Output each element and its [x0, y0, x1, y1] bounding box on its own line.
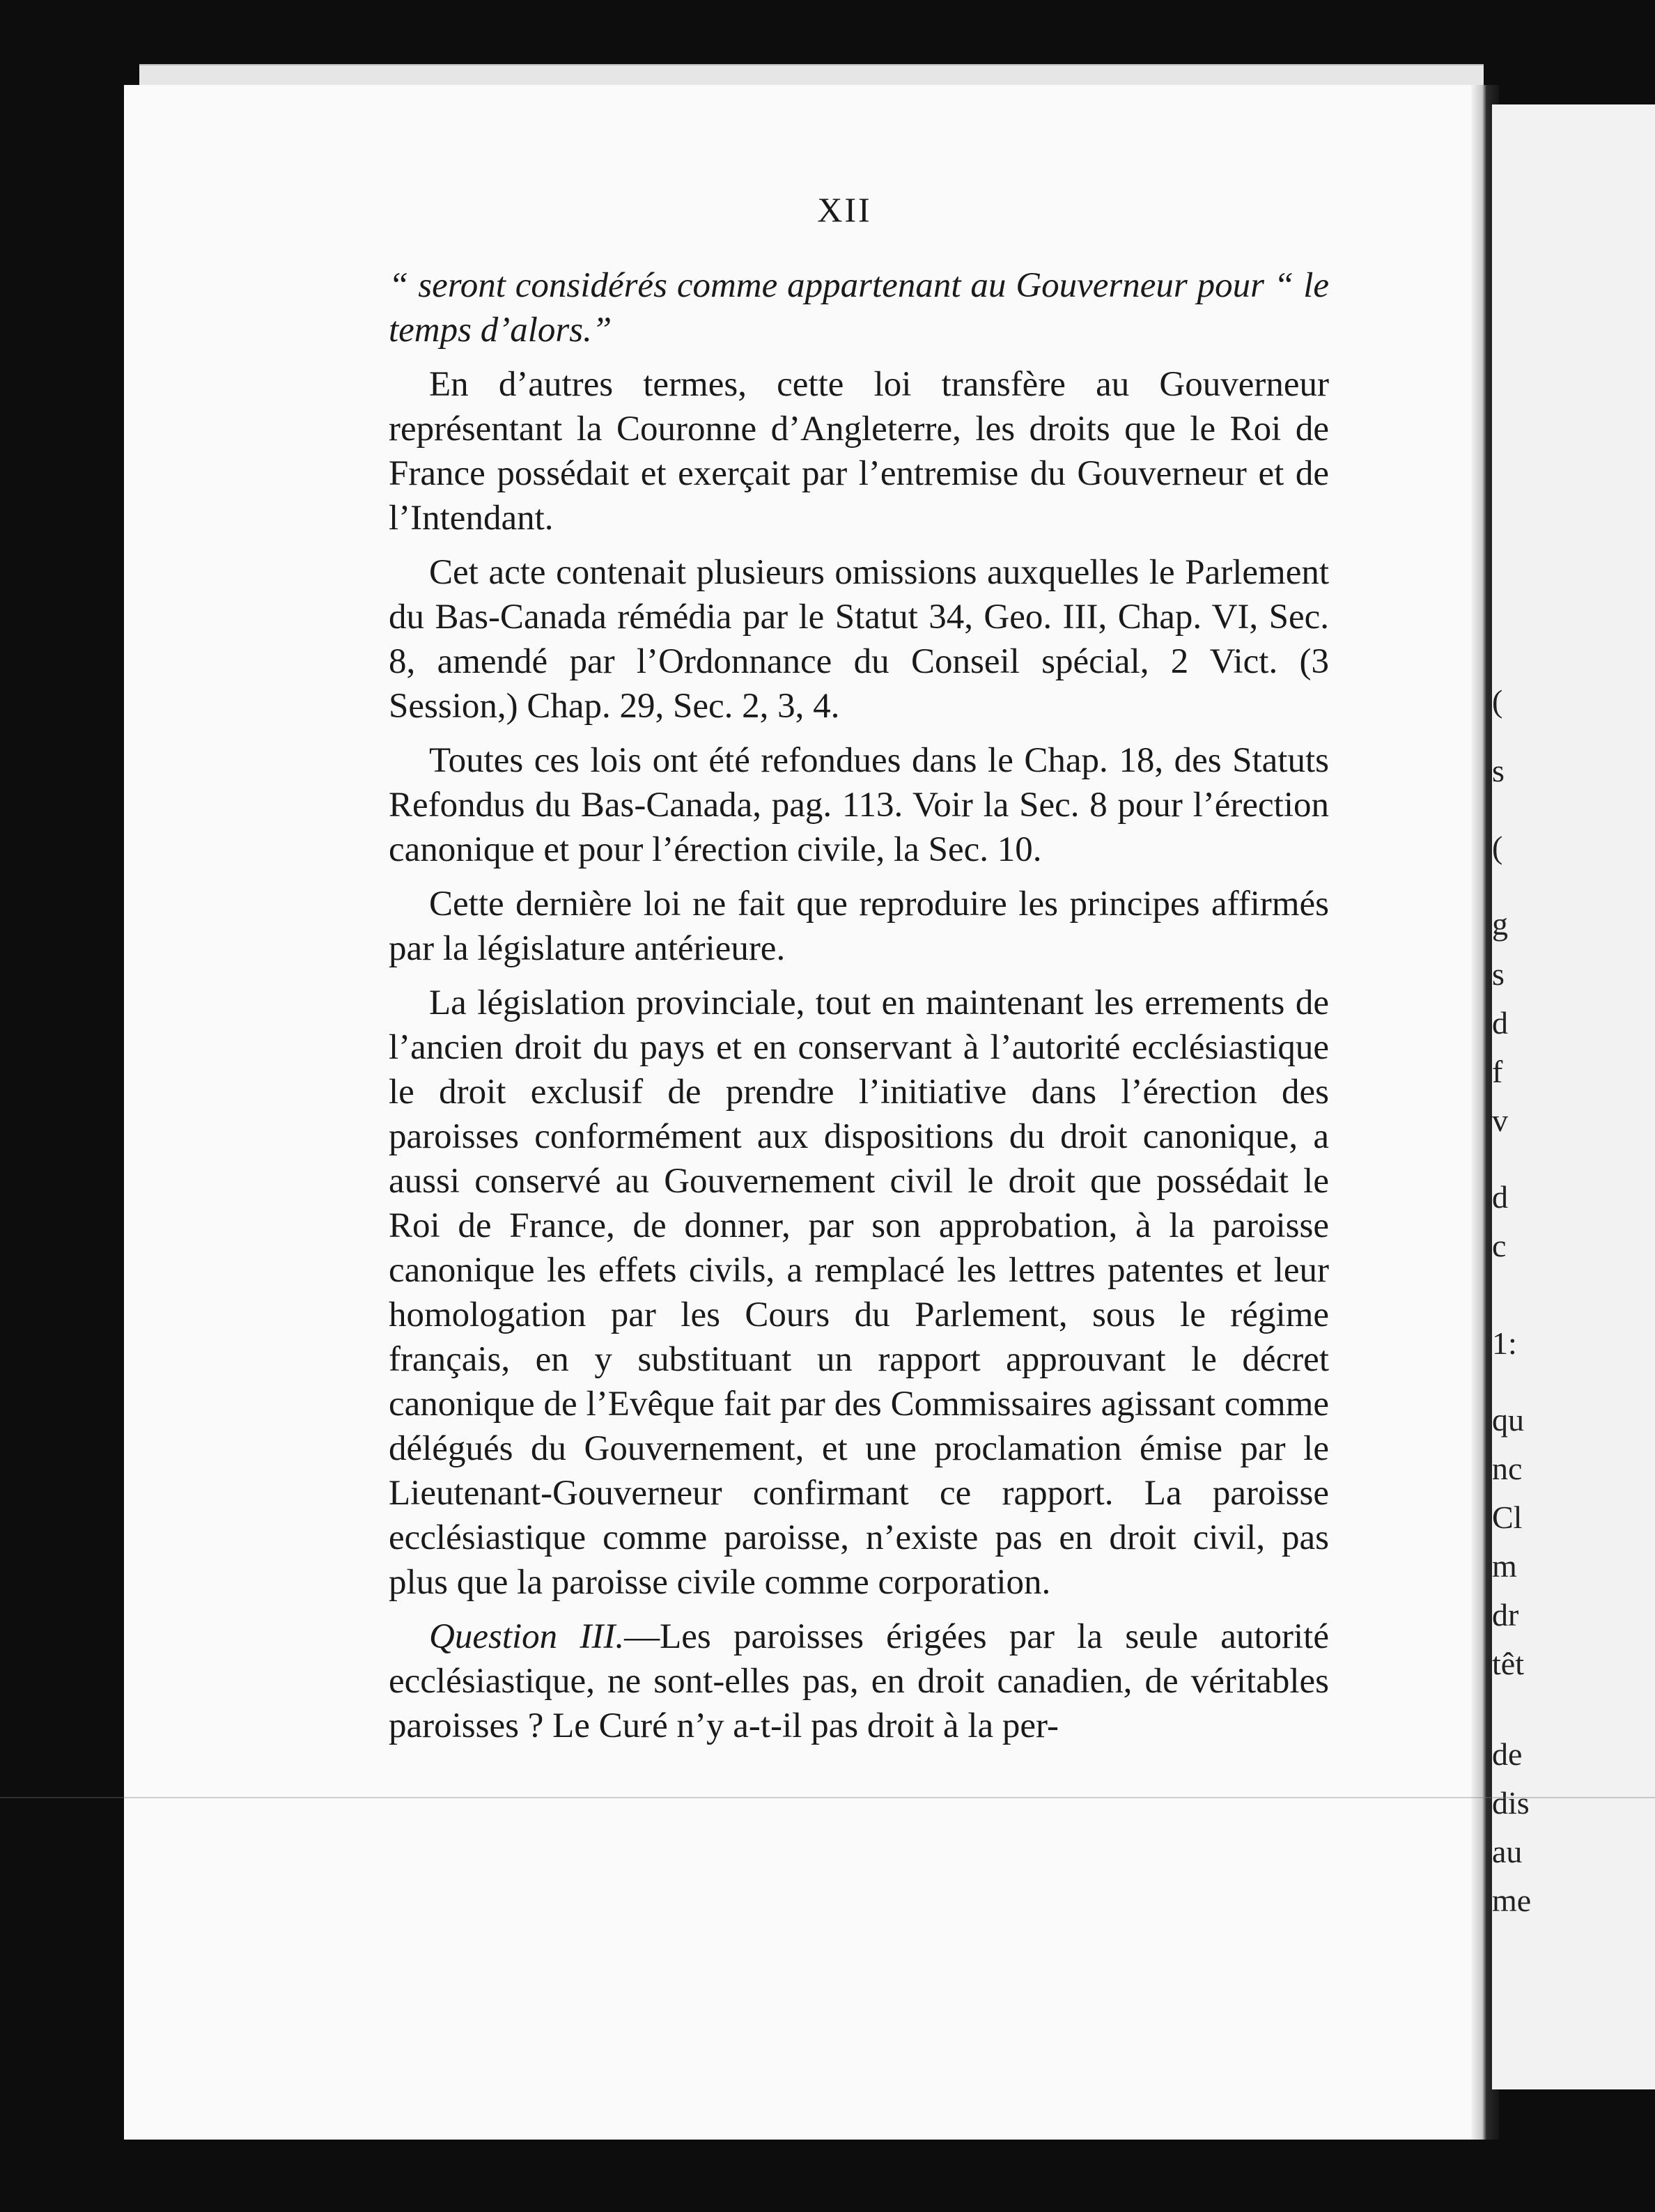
adjacent-page-fragment: têt [1492, 1646, 1524, 1681]
adjacent-page-fragment: ( [1492, 830, 1503, 865]
adjacent-page-fragment: v [1492, 1103, 1508, 1138]
adjacent-page-fragment: qu [1492, 1402, 1524, 1438]
paragraph: Cette dernière loi ne fait que reproduire les principes affirmés par la législature antérieure. [389, 885, 1329, 968]
adjacent-page-fragment: Cl [1492, 1500, 1523, 1535]
question-paragraph [389, 1614, 1329, 1748]
scan-artifact-line [0, 1797, 1655, 1798]
page-number: XII [817, 190, 872, 229]
question-text: —Les paroisses érigées par la seule autorité ecclésiastique, ne sont-elles pas, en droit canadien, de véritables paroisses ? Le Curé n’y a-t-il pas droit à la per- [389, 1617, 1329, 1745]
adjacent-page-fragment: d [1492, 1005, 1508, 1041]
adjacent-page-fragment: m [1492, 1548, 1517, 1584]
body-text [389, 263, 1329, 1748]
adjacent-page-fragment: dr [1492, 1597, 1519, 1633]
adjacent-page-fragment: c [1492, 1228, 1507, 1263]
adjacent-page-fragment: au [1492, 1834, 1523, 1869]
adjacent-page-fragment: s [1492, 956, 1505, 992]
adjacent-page [1492, 104, 1655, 2089]
paragraph: En d’autres termes, cette loi transfère au Gouverneur représentant la Couronne d’Angleterre, les droits que le Roi de France possédait et exerçait par l’entremise du Gouverneur et de l’Intendant. [389, 365, 1329, 538]
quotation-paragraph: “ seront considérés comme appartenant au Gouverneur pour “ le temps d’alors.” [389, 266, 1329, 350]
adjacent-page-fragment: dis [1492, 1785, 1530, 1821]
adjacent-page-fragment: ( [1492, 683, 1503, 719]
adjacent-page-fragment: g [1492, 906, 1508, 942]
adjacent-page-fragment: s [1492, 753, 1505, 788]
paragraph: Cet acte contenait plusieurs omissions auxquelles le Parlement du Bas-Canada rémédia par le Statut 34, Geo. III, Chap. VI, Sec. 8, amendé par l’Ordonnance du Conseil spécial, 2 Vict. (3 Session,) Chap. 29, Sec. 2, 3, 4. [389, 553, 1329, 726]
adjacent-page-fragment: me [1492, 1883, 1532, 1918]
adjacent-page-fragment: 1: [1492, 1325, 1517, 1361]
adjacent-page-fragment: nc [1492, 1451, 1523, 1486]
adjacent-page-fragment: f [1492, 1054, 1503, 1089]
adjacent-page-fragment: de [1492, 1736, 1523, 1772]
question-label: Question III. [429, 1617, 625, 1656]
paragraph: Toutes ces lois ont été refondues dans le Chap. 18, des Statuts Refondus du Bas-Canada, pag. 113. Voir la Sec. 8 pour l’érection canonique et pour l’érection civile, la Sec. 10. [389, 741, 1329, 869]
adjacent-page-fragment: d [1492, 1179, 1508, 1215]
paragraph: La législation provinciale, tout en maintenant les errements de l’ancien droit du pays et en conservant à l’autorité ecclésiastique le droit exclusif de prendre l’initiative dans l’érection des paroisses conformément aux dispositions du droit canonique, a aussi conservé au Gouvernement civil le droit que possédait le Roi de France, de donner, par son approbation, à la paroisse canonique les effets civils, a remplacé les lettres patentes et leur homologation par les Cours du Parlement, sous le régime français, en y substituant un rapport approuvant le décret canonique de l’Evêque fait par des Commissaires agissant comme délégués du Gouvernement, et une proclamation émise par le Lieutenant-Gouverneur confirmant ce rapport. La paroisse ecclésiastique comme paroisse, n’existe pas en droit civil, pas plus que la paroisse civile comme corporation. [389, 983, 1329, 1602]
